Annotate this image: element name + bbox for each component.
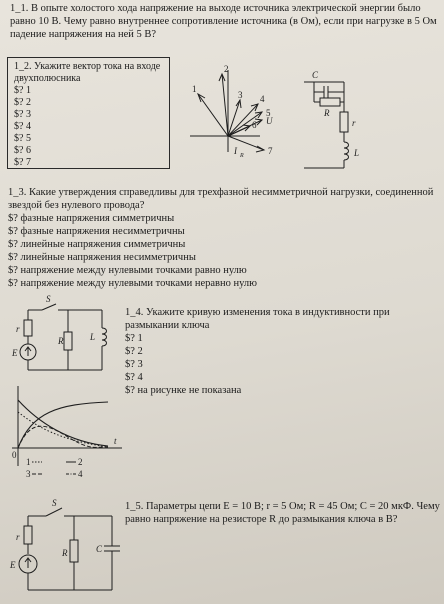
question-5-circuit xyxy=(8,500,124,600)
circuit-label: r xyxy=(16,532,20,542)
answer-option[interactable]: $? 7 xyxy=(14,157,31,168)
circuit-label: r xyxy=(352,118,356,128)
answer-option[interactable]: $? 3 xyxy=(125,359,143,370)
answer-option[interactable]: $? линейные напряжения симметричны xyxy=(8,239,186,250)
circuit-label: R xyxy=(58,336,64,346)
circuit-label: E xyxy=(12,348,18,358)
vector-label: 1 xyxy=(192,84,197,94)
question-2-box xyxy=(7,57,170,169)
graph-label: 2 xyxy=(78,457,83,467)
circuit-label: L xyxy=(354,148,360,158)
circuit-label: R xyxy=(324,108,330,118)
question-4-circuit xyxy=(8,294,118,378)
answer-option[interactable]: $? 5 xyxy=(14,133,31,144)
circuit-label: C xyxy=(96,544,103,554)
circuit-label: S xyxy=(46,294,51,304)
question-4-title: 1_4. Укажите кривую изменения тока в индуктивности при размыкании ключа xyxy=(125,307,390,331)
circuit-label: r xyxy=(16,324,20,334)
vector-label: 2 xyxy=(224,64,229,74)
vector-label: 6 xyxy=(252,120,257,130)
question-3-text xyxy=(8,186,438,290)
vector-label: 5 xyxy=(266,108,271,118)
question-3-title: 1_3. Какие утверждения справедливы для трехфазной несимметричной нагрузки, соединенной звездой без нулевого провода? xyxy=(8,187,434,211)
vector-label: 7 xyxy=(268,146,273,156)
question-2-title: 1_2. Укажите вектор тока на входе двухполюсника xyxy=(14,61,161,84)
answer-option[interactable]: $? линейные напряжения несимметричны xyxy=(8,252,196,263)
vector-label: R xyxy=(240,153,244,159)
answer-option[interactable]: $? на рисунке не показана xyxy=(125,385,242,396)
graph-label: 1 xyxy=(26,457,31,467)
vector-label: I xyxy=(234,146,237,156)
circuit-label: L xyxy=(90,332,96,342)
answer-option[interactable]: $? 2 xyxy=(125,346,143,357)
answer-option[interactable]: $? 3 xyxy=(14,109,31,120)
current-curves-graph xyxy=(8,382,124,482)
question-4-text xyxy=(125,306,440,397)
answer-option[interactable]: $? 1 xyxy=(14,85,31,96)
answer-option[interactable]: $? 4 xyxy=(125,372,143,383)
circuit-label: R xyxy=(62,548,68,558)
vector-label: U xyxy=(266,116,273,126)
vector-label: 3 xyxy=(238,90,243,100)
graph-label: 4 xyxy=(78,469,83,479)
answer-option[interactable]: $? напряжение между нулевыми точками неравно нулю xyxy=(8,278,257,289)
circuit-label: C xyxy=(312,70,319,80)
vector-label: 4 xyxy=(260,94,265,104)
graph-label: 0 xyxy=(12,450,17,460)
graph-label: t xyxy=(114,436,117,446)
answer-option[interactable]: $? фазные напряжения симметричны xyxy=(8,213,175,224)
circuit-label: S xyxy=(52,498,57,508)
answer-option[interactable]: $? фазные напряжения несимметричны xyxy=(8,226,185,237)
answer-option[interactable]: $? 6 xyxy=(14,145,31,156)
vector-diagram xyxy=(180,60,295,170)
graph-label: 3 xyxy=(26,469,31,479)
answer-option[interactable]: $? 2 xyxy=(14,97,31,108)
two-pole-circuit xyxy=(300,68,380,178)
answer-option[interactable]: $? 1 xyxy=(125,333,143,344)
question-5-text: 1_5. Параметры цепи E = 10 В; r = 5 Ом; R = 45 Ом; C = 20 мкФ. Чему равно напряжение на резисторе R до размыкания ключа в В? xyxy=(125,501,440,525)
circuit-label: E xyxy=(10,560,16,570)
question-1-text: 1_1. В опыте холостого хода напряжение на выходе источника электрической энергии было равно 10 В. Чему равно внутреннее сопротивление источника (в Ом), если при нагрузке в 5 Ом падение напряжения на ней 5 В? xyxy=(10,3,437,40)
answer-option[interactable]: $? 4 xyxy=(14,121,31,132)
answer-option[interactable]: $? напряжение между нулевыми точками равно нулю xyxy=(8,265,247,276)
